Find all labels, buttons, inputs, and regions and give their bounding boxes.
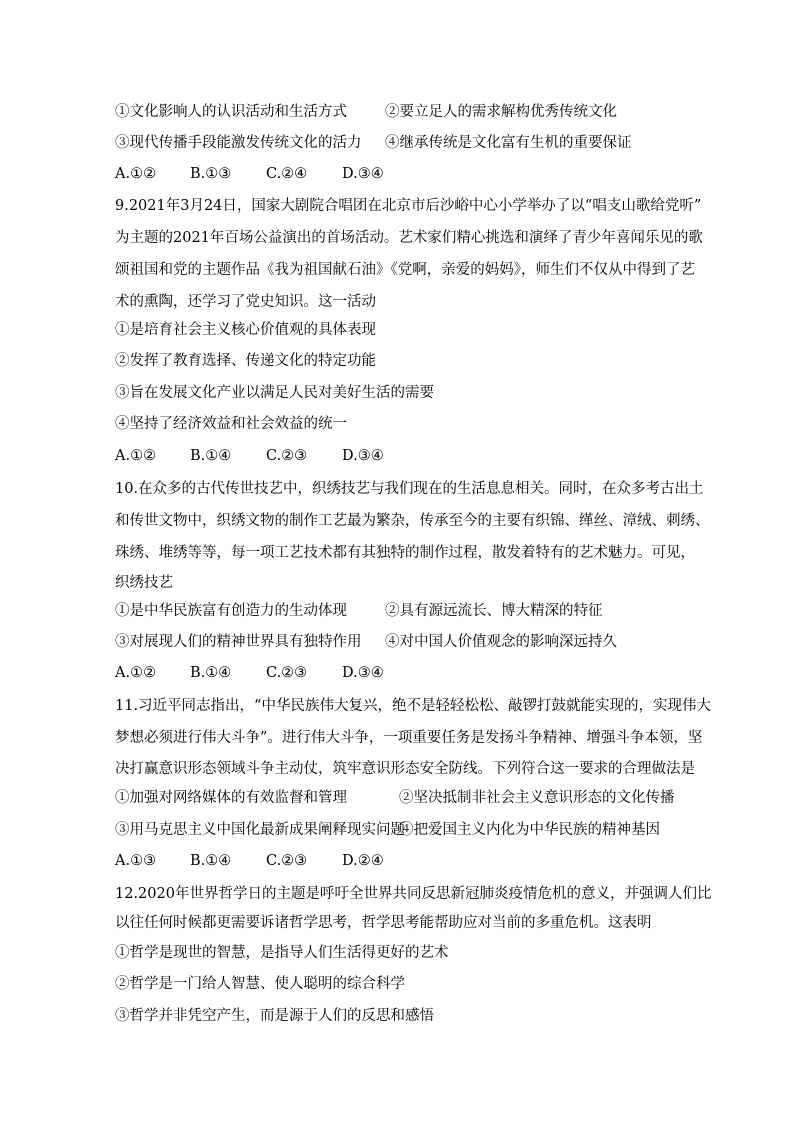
q9-answers: [115, 446, 384, 466]
q9-stem-line: 颂祖国和党的主题作品《我为祖国献石油》《党啊，亲爱的妈妈》，师生们不仅从中得到了艺: [115, 262, 695, 278]
q11-option-1: ①加强对网络媒体的有效监督和管理: [115, 790, 347, 806]
q11-answer-d: D.②④: [342, 853, 384, 869]
q9-option-1: ①是培育社会主义核心价值观的具体表现: [115, 322, 376, 338]
q10-stem-line: 织绣技艺: [115, 575, 173, 591]
q9-answer-a: A.①②: [115, 448, 157, 464]
q10-option-2: ②具有源远流长、博大精深的特征: [385, 603, 603, 619]
q10-answer-c: C.②③: [266, 665, 308, 681]
q11-answer-c: C.②③: [266, 853, 308, 869]
q11-stem-line: 梦想必须进行伟大斗争”。进行伟大斗争，一项重要任务是发扬斗争精神、增强斗争本领，坚: [115, 730, 703, 746]
q8-option-4: ④继承传统是文化富有生机的重要保证: [385, 135, 632, 151]
q12-option-3: ③哲学并非凭空产生，而是源于人们的反思和感悟: [115, 1008, 434, 1024]
q9-stem-line: 9.2021年3月24日，国家大剧院合唱团在北京市后沙峪中心小学举办了以“唱支山歌给党听”: [115, 198, 702, 214]
q12-option-1: ①哲学是现世的智慧，是指导人们生活得更好的艺术: [115, 945, 449, 961]
q10-stem-line: 珠绣、堆绣等等，每一项工艺技术都有其独特的制作过程，散发着特有的艺术魅力。可见，: [115, 545, 695, 561]
q10-option-row-2: [115, 632, 617, 652]
q11-option-4: ④把爱国主义内化为中华民族的精神基因: [399, 822, 660, 838]
q10-stem-line: 和传世文物中，织绣文物的制作工艺最为繁杂，传承至今的主要有织锦、缂丝、漳绒、刺绣、: [115, 513, 710, 529]
q11-answer-b: B.①④: [190, 853, 232, 869]
q9-stem-line: 术的熏陶，还学习了党史知识。这一活动: [115, 294, 376, 310]
q10-option-3: ③对展现人们的精神世界具有独特作用: [115, 634, 362, 650]
q8-option-3: ③现代传播手段能激发传统文化的活力: [115, 135, 362, 151]
q9-stem-line: 为主题的2021年百场公益演出的首场活动。艺术家们精心挑选和演绎了青少年喜闻乐见的歌: [115, 230, 703, 246]
q8-option-row-1: [115, 102, 617, 122]
q9-answer-d: D.③④: [342, 448, 384, 464]
q9-option-4: ④坚持了经济效益和社会效益的统一: [115, 416, 347, 432]
q10-answers: [115, 663, 384, 683]
q8-option-row-2: [115, 133, 632, 153]
q8-option-1: ①文化影响人的认识活动和生活方式: [115, 104, 347, 120]
q10-option-1: ①是中华民族富有创造力的生动体现: [115, 603, 347, 619]
q9-option-2: ②发挥了教育选择、传递文化的特定功能: [115, 353, 376, 369]
q10-answer-d: D.③④: [342, 665, 384, 681]
q11-stem-line: 决打赢意识形态领域斗争主动仗，筑牢意识形态安全防线。下列符合这一要求的合理做法是: [115, 761, 695, 777]
q10-answer-b: B.①④: [190, 665, 232, 681]
q9-answer-b: B.①④: [190, 448, 232, 464]
q9-answer-c: C.②③: [266, 448, 308, 464]
q11-stem-line: 11.习近平同志指出，“中华民族伟大复兴，绝不是轻轻松松、敲锣打鼓就能实现的，实现伟大: [115, 698, 711, 714]
q9-option-3: ③旨在发展文化产业以满足人民对美好生活的需要: [115, 385, 434, 401]
q8-answer-a: A.①②: [115, 166, 157, 182]
q10-answer-a: A.①②: [115, 665, 157, 681]
q12-stem-line: 12.2020年世界哲学日的主题是呼吁全世界共同反思新冠肺炎疫情危机的意义，并强调人们比: [115, 886, 712, 902]
q11-option-2: ②坚决抵制非社会主义意识形态的文化传播: [399, 790, 675, 806]
q11-option-row-1: [115, 788, 675, 808]
q8-answer-d: D.③④: [342, 166, 384, 182]
q11-option-row-2: [115, 820, 660, 840]
q8-answer-b: B.①③: [190, 166, 232, 182]
q8-option-2: ②要立足人的需求解构优秀传统文化: [385, 104, 617, 120]
q12-option-2: ②哲学是一门给人智慧、使人聪明的综合科学: [115, 976, 405, 992]
q11-answers: [115, 851, 384, 871]
q10-option-4: ④对中国人价值观念的影响深远持久: [385, 634, 617, 650]
q8-answers: [115, 164, 384, 184]
q11-answer-a: A.①③: [115, 853, 157, 869]
q8-answer-c: C.②④: [266, 166, 308, 182]
q11-option-3: ③用马克思主义中国化最新成果阐释现实问题: [115, 822, 405, 838]
q10-stem-line: 10.在众多的古代传世技艺中，织绣技艺与我们现在的生活息息相关。同时，在众多考古出土: [115, 481, 704, 497]
q10-option-row-1: [115, 601, 603, 621]
q12-stem-line: 以往任何时候都更需要诉诸哲学思考，哲学思考能帮助应对当前的多重危机。这表明: [115, 915, 652, 931]
